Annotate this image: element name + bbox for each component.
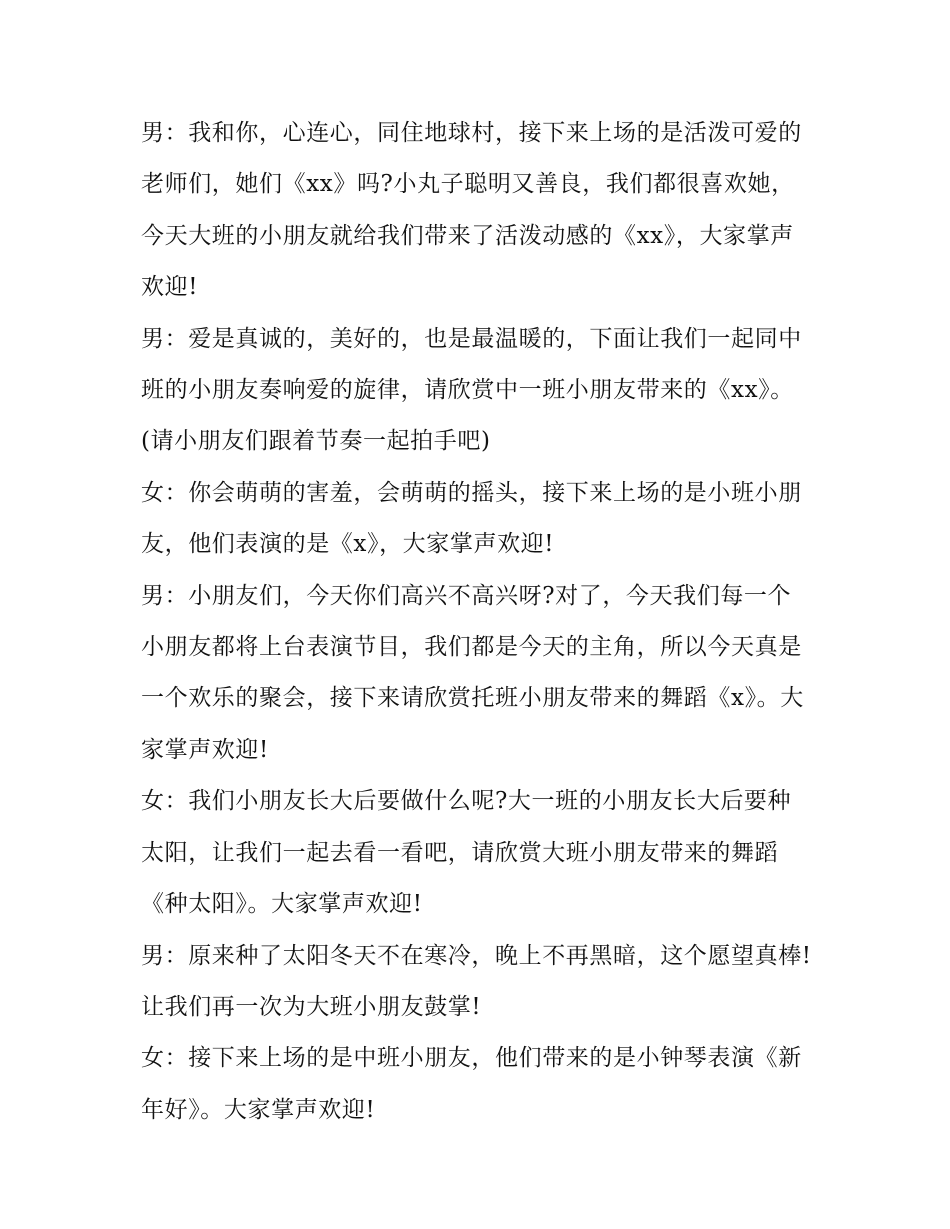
paragraph-2: 男：爱是真诚的，美好的，也是最温暖的，下面让我们一起同中班的小朋友奏响爱的旋律，请欣赏中一班小朋友带来的《xx》。(请小朋友们跟着节奏一起拍手吧) xyxy=(141,325,802,455)
paragraph-6: 男：原来种了太阳冬天不在寒冷，晚上不再黑暗，这个愿望真棒!让我们再一次为大班小朋友鼓掌! xyxy=(141,942,812,1020)
paragraph-4: 男：小朋友们，今天你们高兴不高兴呀?对了，今天我们每一个小朋友都将上台表演节目，我们都是今天的主角，所以今天真是一个欢乐的聚会，接下来请欣赏托班小朋友带来的舞蹈《x》。大家掌声欢迎! xyxy=(141,582,804,763)
paragraph-1: 男：我和你，心连心，同住地球村，接下来上场的是活泼可爱的老师们，她们《xx》吗?小丸子聪明又善良，我们都很喜欢她，今天大班的小朋友就给我们带来了活泼动感的《xx》，大家掌声欢迎! xyxy=(141,120,802,301)
paragraph-5: 女：我们小朋友长大后要做什么呢?大一班的小朋友长大后要种太阳，让我们一起去看一看吧，请欣赏大班小朋友带来的舞蹈《种太阳》。大家掌声欢迎! xyxy=(141,788,792,918)
document-body xyxy=(141,108,813,1136)
paragraph-3: 女：你会萌萌的害羞，会萌萌的摇头，接下来上场的是小班小朋友，他们表演的是《x》，大家掌声欢迎! xyxy=(141,479,802,558)
paragraph-7: 女：接下来上场的是中班小朋友，他们带来的是小钟琴表演《新年好》。大家掌声欢迎! xyxy=(141,1045,802,1123)
